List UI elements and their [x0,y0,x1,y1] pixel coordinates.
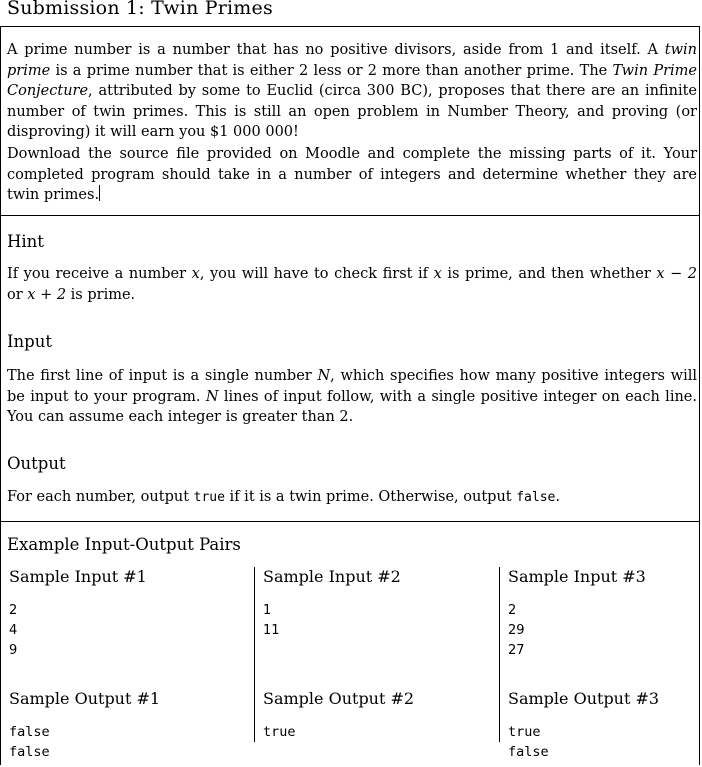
input-heading: Input [7,332,52,351]
var-n: N [205,388,219,405]
sample-input-block [508,601,525,661]
var-n: N [317,368,331,384]
sample-input-line: 2 [508,603,517,618]
hint-text-part: is prime. [66,286,136,303]
sample-output-label: Sample Output #1 [9,689,161,708]
intro-paragraph-1 [7,40,697,143]
output-text-part: For each number, output [7,489,194,505]
intro-text: A prime number is a number that has no positive divisors, aside from 1 and itself. A [7,42,665,58]
term-twin-prime: twin prime [7,42,697,79]
output-text-part: . [555,489,560,505]
sample-output-block [263,722,296,742]
sample-input-line: 29 [508,623,525,638]
sample-output-line: true [508,724,541,740]
output-heading: Output [7,454,66,473]
hint-heading: Hint [7,232,44,251]
sample-output-line: true [263,724,296,740]
sample-input-block [263,601,280,641]
var-x: x [191,266,200,282]
example-pair-2 [254,567,500,742]
sample-input-line: 1 [263,603,272,618]
input-text-part: , which specifies how many positive integers will be input to your program. [7,368,697,405]
sample-output-block [508,722,549,762]
intro-paragraph-2 [7,144,697,206]
hint-text-part: If you receive a number [7,266,192,282]
sample-input-line: 4 [9,623,18,638]
sample-input-line: 11 [263,623,280,638]
input-text-part: The first line of input is a single number [7,368,318,384]
sample-output-line: false [508,744,549,760]
sample-output-block [9,722,50,762]
sample-input-label: Sample Input #1 [9,567,147,586]
input-text [7,366,697,428]
hint-text [7,264,697,305]
example-pair-3 [499,567,702,760]
sample-input-line: 9 [9,643,18,658]
sample-input-line: 27 [508,643,525,658]
output-text-part: if it is a twin prime. Otherwise, output [224,489,517,505]
sample-input-label: Sample Input #3 [508,567,646,586]
output-text [7,487,697,509]
intro-section[interactable] [0,26,700,216]
intro-text: , attributed by some to Euclid (circa 300 BC), proposes that there are an infinite number of twin primes. This is still an open problem in Number Theory, and proving (or disproving) it will earn you $1 000 000! [7,83,697,140]
input-text-part: lines of input follow, with a single positive integer on each line. You can assume each integer is greater than 2. [7,388,697,425]
page-title: Submission 1: Twin Primes [7,0,273,19]
sample-input-line: 2 [9,603,18,618]
var-x: x [433,266,442,282]
code-true: true [193,490,225,505]
title-bar [0,0,285,27]
expr-x-minus-2: x − 2 [656,266,698,282]
examples-heading: Example Input-Output Pairs [7,535,241,554]
hint-text-part: , you will have to check first if [199,266,434,282]
sample-output-line: false [9,744,50,760]
hint-text-part: is prime, and then whether [441,266,657,282]
sample-output-line: false [9,724,50,740]
details-section [0,215,700,522]
text-cursor [99,185,100,201]
hint-text-part: or [7,286,28,303]
sample-output-label: Sample Output #3 [508,689,660,708]
expr-x-plus-2: x + 2 [27,286,67,303]
code-false: false [516,490,556,505]
intro-text: is a prime number that is either 2 less or 2 more than another prime. The [50,62,613,79]
example-pair-1 [1,567,246,767]
sample-input-label: Sample Input #2 [263,567,401,586]
term-twin-prime-conjecture: Twin Prime Conjecture [7,62,697,99]
intro-text: Download the source file provided on Moodle and complete the missing parts of it. Your completed program should take in a number of integers and determine whether they are twin primes. [7,146,697,203]
sample-input-block [9,601,17,661]
sample-output-label: Sample Output #2 [263,689,415,708]
examples-section [0,521,700,765]
